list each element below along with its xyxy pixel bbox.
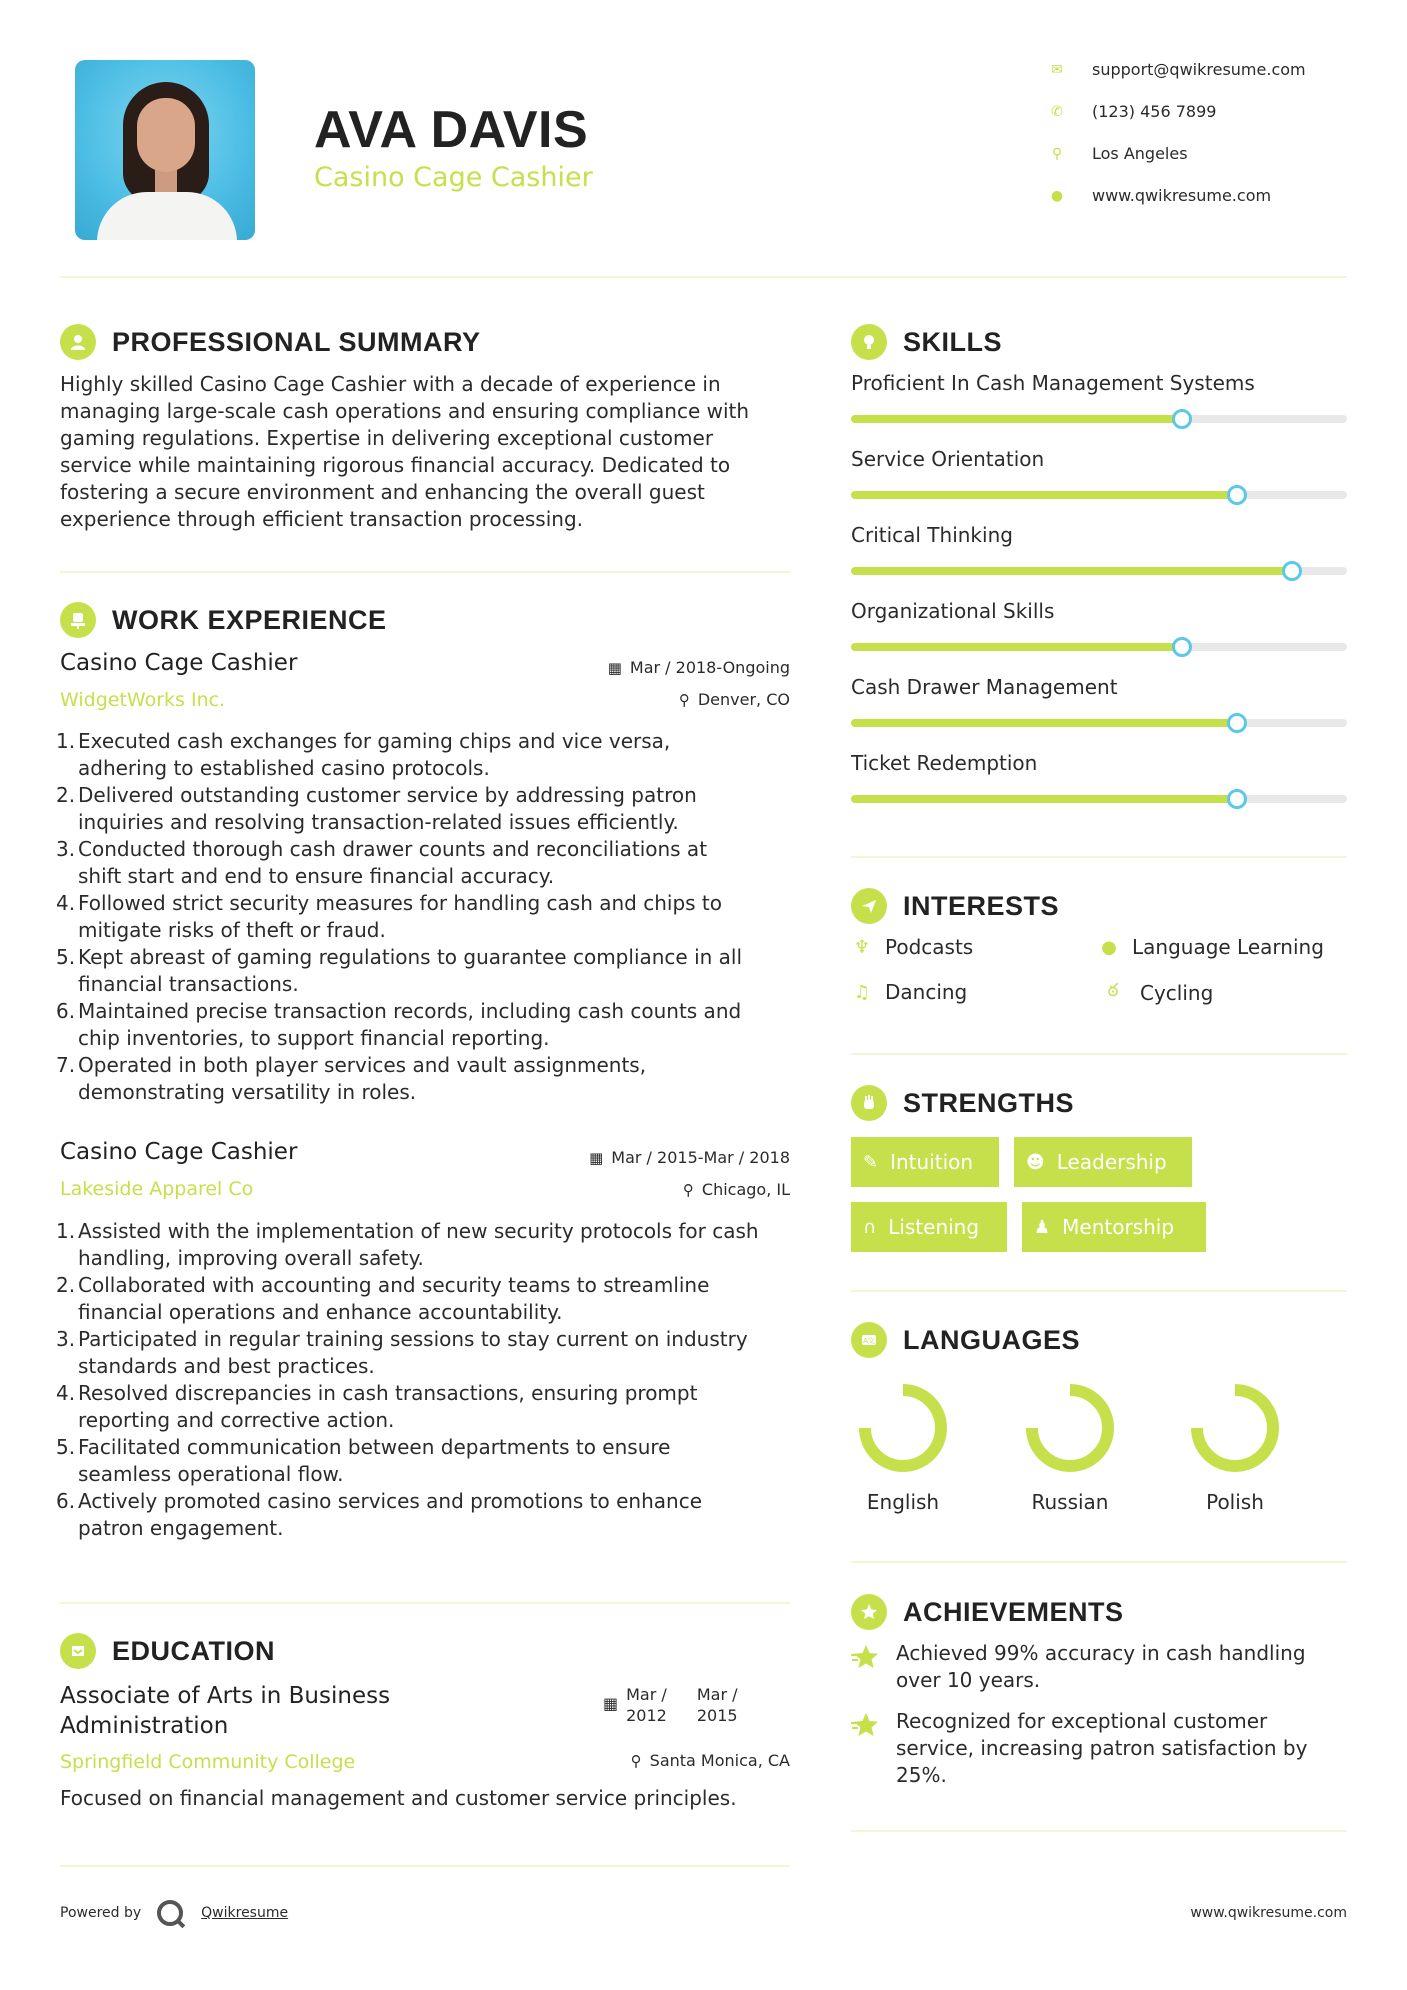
lightbulb-icon <box>851 324 887 360</box>
job-1-duties <box>56 728 820 1106</box>
list-item: 5. Kept abreast of gaming regulations to guarantee compliance in all financial transactions. <box>56 945 743 996</box>
contact-website[interactable] <box>1050 186 1271 205</box>
job-1-company: WidgetWorks Inc. <box>60 689 226 711</box>
education-location: ⚲ Santa Monica, CA <box>630 1751 790 1770</box>
group-icon: ☻ <box>1026 1151 1045 1173</box>
qwikresume-link[interactable]: Qwikresume <box>201 1905 289 1921</box>
star-icon <box>851 1644 879 1670</box>
skill-bar-fill <box>851 795 1237 803</box>
work-heading <box>60 602 387 638</box>
paper-plane-icon <box>851 888 887 924</box>
education-description: Focused on financial management and customer service principles. <box>60 1786 737 1810</box>
achievement-item-2: Recognized for exceptional customer service, increasing patron satisfaction by 25%. <box>896 1709 1308 1787</box>
work-divider <box>60 1602 790 1604</box>
interest-cycling: ఠ Cycling <box>1098 980 1213 1005</box>
skill-name: Organizational Skills <box>851 599 1055 623</box>
strength-listening: ∩ Listening <box>851 1202 1007 1252</box>
headphones-icon: ∩ <box>863 1216 877 1238</box>
skill-bar <box>851 719 1347 727</box>
contact-location <box>1050 144 1188 163</box>
degree-title: Associate of Arts in Business Administration <box>60 1683 391 1739</box>
skill-name: Cash Drawer Management <box>851 675 1118 699</box>
summary-divider <box>60 571 790 573</box>
list-item: 3. Conducted thorough cash drawer counts and reconciliations at shift start and end to ensure financial accuracy. <box>56 837 708 888</box>
interests-divider <box>851 1053 1347 1055</box>
skill-bar-fill <box>851 719 1237 727</box>
footer-powered-by: Powered by Qwikresume <box>60 1900 288 1926</box>
language-english: English <box>823 1380 983 1514</box>
skill-bar <box>851 491 1347 499</box>
list-item: 3. Participated in regular training sessions to stay current on industry standards and best practices. <box>56 1327 748 1378</box>
job-2-location: ⚲ Chicago, IL <box>682 1180 790 1199</box>
school-name: Springfield Community College <box>60 1751 356 1773</box>
magic-wand-icon: ✎ <box>863 1151 879 1173</box>
website-text: www.qwikresume.com <box>1092 186 1272 205</box>
list-item: 4. Resolved discrepancies in cash transactions, ensuring prompt reporting and corrective action. <box>56 1381 698 1432</box>
language-russian: Russian <box>990 1380 1150 1514</box>
svg-text:A文: A文 <box>863 1337 875 1345</box>
list-item: 2. Collaborated with accounting and security teams to streamline financial operations and enhance accountability. <box>56 1273 710 1324</box>
skill-level-handle <box>1227 713 1247 733</box>
work-title: WORK EXPERIENCE <box>112 604 387 635</box>
skill-bar <box>851 415 1347 423</box>
pin-icon: ⚲ <box>630 1751 642 1770</box>
star-icon <box>851 1712 879 1738</box>
interests-heading <box>851 888 1059 924</box>
calendar-icon: ▦ <box>603 1694 619 1713</box>
list-item: 6. Actively promoted casino services and promotions to enhance patron engagement. <box>56 1489 702 1540</box>
job-2-title: Casino Cage Cashier <box>60 1139 298 1165</box>
interests-title: INTERESTS <box>903 890 1060 921</box>
language-icon <box>851 1322 887 1358</box>
list-item: 2. Delivered outstanding customer service by addressing patron inquiries and resolving transaction-related issues efficiently. <box>56 783 697 834</box>
list-item: 5. Facilitated communication between departments to ensure seamless operational flow. <box>56 1435 671 1486</box>
language-level-arc <box>865 1390 941 1466</box>
interest-language-learning: ● Language Learning <box>1098 935 1324 959</box>
strength-leadership: ☻ Leadership <box>1014 1137 1192 1187</box>
bicycle-icon: ఠ <box>1107 980 1119 1001</box>
list-item: 6. Maintained precise transaction records, including cash counts and chip inventories, to support financial reporting. <box>56 999 742 1050</box>
skills-heading <box>851 324 1002 360</box>
skill-name: Proficient In Cash Management Systems <box>851 371 1255 395</box>
achievement-item-1: Achieved 99% accuracy in cash handling over 10 years. <box>896 1641 1306 1692</box>
contact-phone <box>1050 102 1216 121</box>
phone-text: (123) 456 7899 <box>1092 102 1217 121</box>
header-divider <box>60 276 1347 278</box>
language-polish: Polish <box>1155 1380 1315 1514</box>
candidate-role: Casino Cage Cashier <box>314 162 593 193</box>
strengths-divider <box>851 1290 1347 1292</box>
candidate-name: AVA DAVIS <box>314 101 589 159</box>
list-item: 4. Followed strict security measures for handling cash and chips to mitigate risks of theft or fraud. <box>56 891 723 942</box>
location-text: Los Angeles <box>1092 144 1188 163</box>
calendar-icon: ▦ <box>589 1148 604 1167</box>
globe-icon: ● <box>1101 936 1117 958</box>
language-ring <box>1187 1380 1283 1476</box>
education-title: EDUCATION <box>112 1635 275 1666</box>
trophy-star-icon <box>851 1594 887 1630</box>
interest-podcasts: ♆ Podcasts <box>851 935 973 959</box>
strengths-heading <box>851 1085 1074 1121</box>
skill-bar-fill <box>851 415 1182 423</box>
summary-text: Highly skilled Casino Cage Cashier with a decade of experience in managing large-scale cash operations and ensuring compliance with gaming regulations. Expertise in delivering exceptional customer service while maintaining rigorous financial accuracy. Dedicated to fostering a secure environment and enhancing the overall guest experience through efficient transaction processing. <box>60 372 750 531</box>
user-icon <box>60 324 96 360</box>
microphone-icon: ♆ <box>853 936 871 958</box>
job-1-title: Casino Cage Cashier <box>60 650 298 676</box>
job-1-dates: ▦ Mar / 2018-Ongoing <box>607 658 790 677</box>
calendar-icon: ▦ <box>607 658 622 677</box>
skill-name: Service Orientation <box>851 447 1045 471</box>
skill-level-handle <box>1172 409 1192 429</box>
qwikresume-logo-icon <box>157 1900 183 1926</box>
languages-divider <box>851 1561 1347 1563</box>
summary-title: PROFESSIONAL SUMMARY <box>112 326 481 357</box>
pin-icon: ⚲ <box>678 690 690 709</box>
map-pin-icon: ⚲ <box>1051 145 1063 162</box>
hand-icon <box>851 1085 887 1121</box>
user-plus-icon: ♟ <box>1034 1216 1051 1238</box>
education-heading <box>60 1633 275 1669</box>
music-note-icon: ♫ <box>853 981 871 1003</box>
briefcase-icon <box>60 602 96 638</box>
skill-bar <box>851 643 1347 651</box>
phone-icon: ✆ <box>1051 103 1063 120</box>
job-2-duties <box>56 1218 820 1542</box>
skill-level-handle <box>1282 561 1302 581</box>
pin-icon: ⚲ <box>682 1180 694 1199</box>
contact-email[interactable] <box>1050 60 1306 79</box>
skill-name: Ticket Redemption <box>851 751 1038 775</box>
skill-bar-fill <box>851 491 1237 499</box>
education-divider <box>60 1865 790 1867</box>
skills-title: SKILLS <box>903 326 1003 357</box>
language-ring <box>855 1380 951 1476</box>
achievements-heading <box>851 1594 1124 1630</box>
strength-intuition: ✎ Intuition <box>851 1137 999 1187</box>
skill-level-handle <box>1227 789 1247 809</box>
achievements-divider <box>851 1830 1347 1832</box>
skill-bar-fill <box>851 643 1182 651</box>
job-2-dates: ▦ Mar / 2015-Mar / 2018 <box>589 1148 790 1167</box>
language-level-arc <box>1197 1390 1273 1466</box>
email-text: support@qwikresume.com <box>1092 60 1306 79</box>
languages-title: LANGUAGES <box>903 1324 1081 1355</box>
job-2-company: Lakeside Apparel Co <box>60 1178 254 1200</box>
skill-level-handle <box>1227 485 1247 505</box>
achievements-title: ACHIEVEMENTS <box>903 1596 1124 1627</box>
graduation-cap-icon <box>60 1633 96 1669</box>
profile-photo <box>75 60 255 240</box>
interest-dancing: ♫ Dancing <box>851 980 967 1004</box>
list-item: 1. Executed cash exchanges for gaming chips and vice versa, adhering to established casino protocols. <box>56 729 671 780</box>
skill-bar <box>851 795 1347 803</box>
list-item: 7. Operated in both player services and vault assignments, demonstrating versatility in roles. <box>56 1053 647 1104</box>
skill-bar-fill <box>851 567 1292 575</box>
strength-mentorship: ♟ Mentorship <box>1022 1202 1206 1252</box>
summary-heading <box>60 324 481 360</box>
skill-bar <box>851 567 1347 575</box>
list-item: 1. Assisted with the implementation of new security protocols for cash handling, improving overall safety. <box>56 1219 759 1270</box>
envelope-icon: ✉ <box>1051 61 1063 78</box>
language-level-arc <box>1032 1390 1108 1466</box>
skills-divider <box>851 856 1347 858</box>
skill-level-handle <box>1172 637 1192 657</box>
job-1-location: ⚲ Denver, CO <box>678 690 790 709</box>
language-ring <box>1022 1380 1118 1476</box>
languages-heading <box>851 1322 1080 1358</box>
education-dates: ▦ Mar / 2012 Mar / 2015 <box>603 1685 738 1725</box>
strengths-title: STRENGTHS <box>903 1087 1075 1118</box>
globe-icon: ● <box>1050 187 1064 204</box>
footer-website[interactable]: www.qwikresume.com <box>1190 1905 1347 1921</box>
skill-name: Critical Thinking <box>851 523 1013 547</box>
